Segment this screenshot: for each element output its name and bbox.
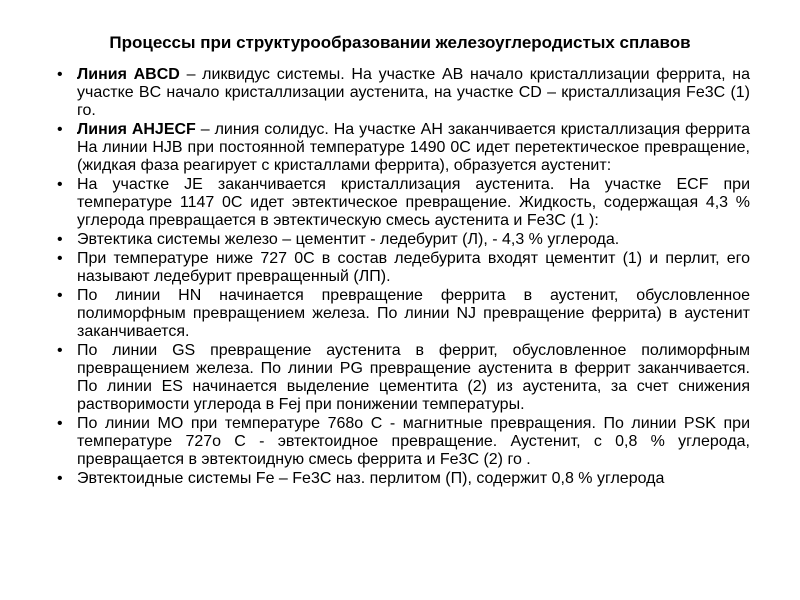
bullet-text: – линия солидус. На участке AH заканчивается кристаллизация феррита На линии HJB при постоянной температуре 1490 0C идет перетектическое превращение, (жидкая фаза реагирует с кристаллами феррита), образуется аустенит: [77, 121, 750, 174]
bullet-dot-icon: • [57, 231, 63, 248]
bullet-item [57, 231, 750, 249]
bullet-dot-icon: • [57, 470, 63, 487]
slide-title: Процессы при структурообразовании железоуглеродистых сплавов [109, 33, 691, 52]
bullet-dot-icon: • [57, 287, 63, 304]
bullet-text: По линии МО при температуре 768о С - магнитные превращения. По линии PSK при температуре 727о С - эвтектоидное превращение. Аустенит, с 0,8 % углерода, превращается в эвтектоидную смесь феррита и Fe3C (2) го . [77, 415, 750, 468]
bullet-dot-icon: • [57, 66, 63, 83]
bullet-dot-icon: • [57, 121, 63, 138]
bullet-text: По линии GS превращение аустенита в феррит, обусловленное полиморфным превращением железа. По линии PG превращение аустенита в феррит заканчивается. По линии ES начинается выделение цементита (2) из аустенита, за счет снижения растворимости углерода в Fej при понижении температуры. [77, 342, 750, 413]
bullet-dot-icon: • [57, 250, 63, 267]
bullet-lead-text: Линия AHJECF [77, 121, 196, 138]
bullet-item [57, 250, 750, 286]
bullet-text: – ликвидус системы. На участке AB начало кристаллизации феррита, на участке BC начало кристаллизации аустенита, на участке CD – кристаллизация Fe3C (1) го. [77, 66, 751, 119]
bullet-item [57, 415, 750, 469]
bullet-dot-icon: • [57, 342, 63, 359]
bullet-item [57, 66, 750, 120]
bullet-text: Эвтектоидные системы Fe – Fe3C наз. перлитом (П), содержит 0,8 % углерода [77, 470, 665, 487]
bullet-list [57, 66, 750, 489]
bullet-item [57, 470, 750, 488]
bullet-item [57, 121, 750, 175]
bullet-dot-icon: • [57, 415, 63, 432]
bullet-text: При температуре ниже 727 0C в состав ледебурита входят цементит (1) и перлит, его называют ледебурит превращенный (ЛП). [77, 250, 750, 285]
bullet-item [57, 342, 750, 414]
bullet-text: По линии HN начинается превращение феррита в аустенит, обусловленное полиморфным превращением железа. По линии NJ превращение феррита) в аустенит заканчивается. [77, 287, 750, 340]
bullet-text: На участке JE заканчивается кристаллизация аустенита. На участке ECF при температуре 1147 0C идет эвтектическое превращение. Жидкость, содержащая 4,3 % углерода превращается в эвтектическую смесь аустенита и Fe3C (1 ): [77, 176, 750, 229]
bullet-item [57, 287, 750, 341]
bullet-lead-text: Линия ABCD [77, 66, 180, 83]
bullet-text: Эвтектика системы железо – цементит - ледебурит (Л), - 4,3 % углерода. [77, 231, 620, 248]
bullet-item [57, 176, 750, 230]
bullet-dot-icon: • [57, 176, 63, 193]
